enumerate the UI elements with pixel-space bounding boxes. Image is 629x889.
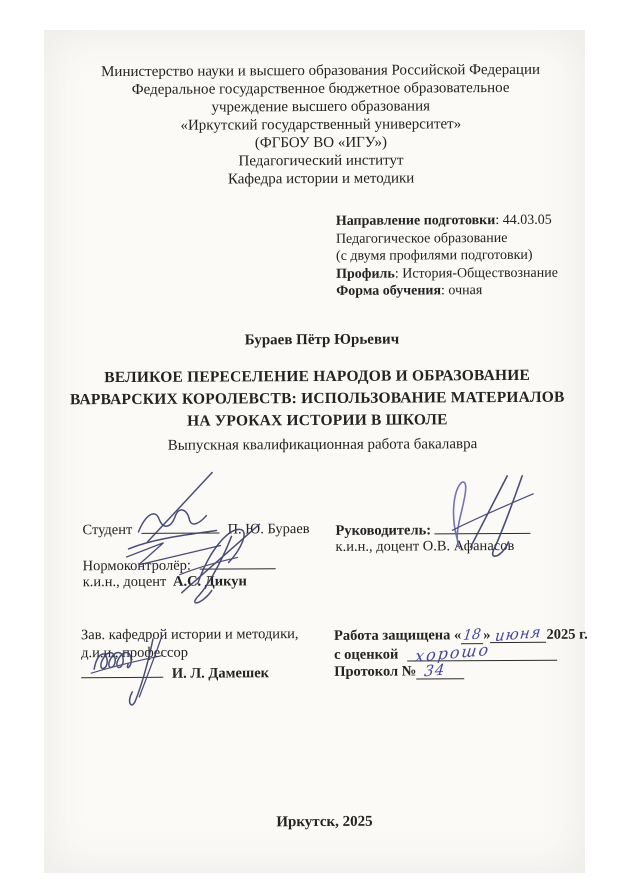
form-label: Форма обучения [336,283,442,299]
dept-head-signature-row [81,661,269,683]
institution-line: «Иркутский государственный университет» [180,116,462,134]
supervisor-label: Руководитель: [335,522,432,539]
institution-header [63,61,579,190]
supervisor-signature-row [335,518,530,540]
thesis-title [50,365,585,434]
handwritten-protocol-number: 34 [423,660,447,681]
program-info [336,212,558,301]
program-form [336,282,558,301]
handwritten-day: 18 [462,626,483,645]
program-direction [336,212,558,231]
work-type: Выпускная квалификационная работа бакалавра [167,436,478,454]
defense-protocol-row [334,660,464,681]
institution-line: Министерство науки и высшего образования Российской Федерации [101,61,541,81]
normcontrol-name-row [83,573,247,591]
grade-line [407,639,557,666]
program-profile [336,264,558,283]
defense-prefix: Работа защищена « [333,627,462,644]
handwritten-month: июня [494,622,543,646]
program-direction-line2: Педагогическое образование [335,230,508,247]
institution-line: (ФГБОУ ВО «ИГУ») [254,134,388,152]
grade-label: с оценкой [334,646,399,663]
city-year-footer: Иркутск, 2025 [276,813,373,831]
program-direction-line3: (с двумя профилями подготовки) [335,247,533,264]
dept-head-row2: д.и.н., профессор [81,644,188,662]
normcontrol-signature-line [199,553,275,569]
institution-line: Федеральное государственное бюджетное образовательное [131,79,510,98]
institution-line: учреждение высшего образования [211,98,431,116]
institution-line: Кафедра истории и методики [227,170,415,188]
defense-month-line [490,622,546,646]
normcontrol-label: Нормоконтролёр: [82,557,191,575]
protocol-label: Протокол № [334,663,417,680]
defense-year: 2025 г. [546,626,588,643]
protocol-line [416,660,464,681]
student-label: Студент [82,521,133,539]
student-signature-line [141,518,219,534]
form-value: : очная [440,283,483,299]
thesis-title-line: ВАРВАРСКИХ КОРОЛЕВСТВ: ИСПОЛЬЗОВАНИЕ МАТЕРИАЛОВ [69,388,565,409]
normcontrol-name: А.С. Дикун [172,573,247,590]
thesis-title-line: ВЕЛИКОЕ ПЕРЕСЕЛЕНИЕ НАРОДОВ И ОБРАЗОВАНИЕ [104,366,531,387]
normcontrol-prefix: к.и.н., доцент [82,573,167,591]
profile-value: : История-Обществознание [394,265,558,282]
thesis-title-line: НА УРОКАХ ИСТОРИИ В ШКОЛЕ [187,411,448,430]
supervisor-name-row [335,538,514,556]
defense-quote-close: » [483,627,491,644]
dept-head-signature-line [81,662,163,678]
direction-label: Направление подготовки [335,213,496,229]
student-name: П. Ю. Бураев [227,521,310,538]
dept-head-name: И. Л. Дамешек [171,665,270,682]
supervisor-name: к.и.н., доцент О.В. Афанасов [335,537,515,555]
author-name: Бураев Пётр Юрьевич [244,331,400,349]
dept-head-row1: Зав. кафедрой истории и методики, [80,626,299,644]
institution-line: Педагогический институт [238,152,404,170]
student-signature-row [82,517,309,539]
normcontrol-signature-row [83,553,276,575]
direction-value: : 44.03.05 [495,212,552,229]
handwritten-grade: хорошо [413,639,492,666]
profile-label: Профиль [336,266,395,282]
supervisor-signature-line [435,518,531,535]
